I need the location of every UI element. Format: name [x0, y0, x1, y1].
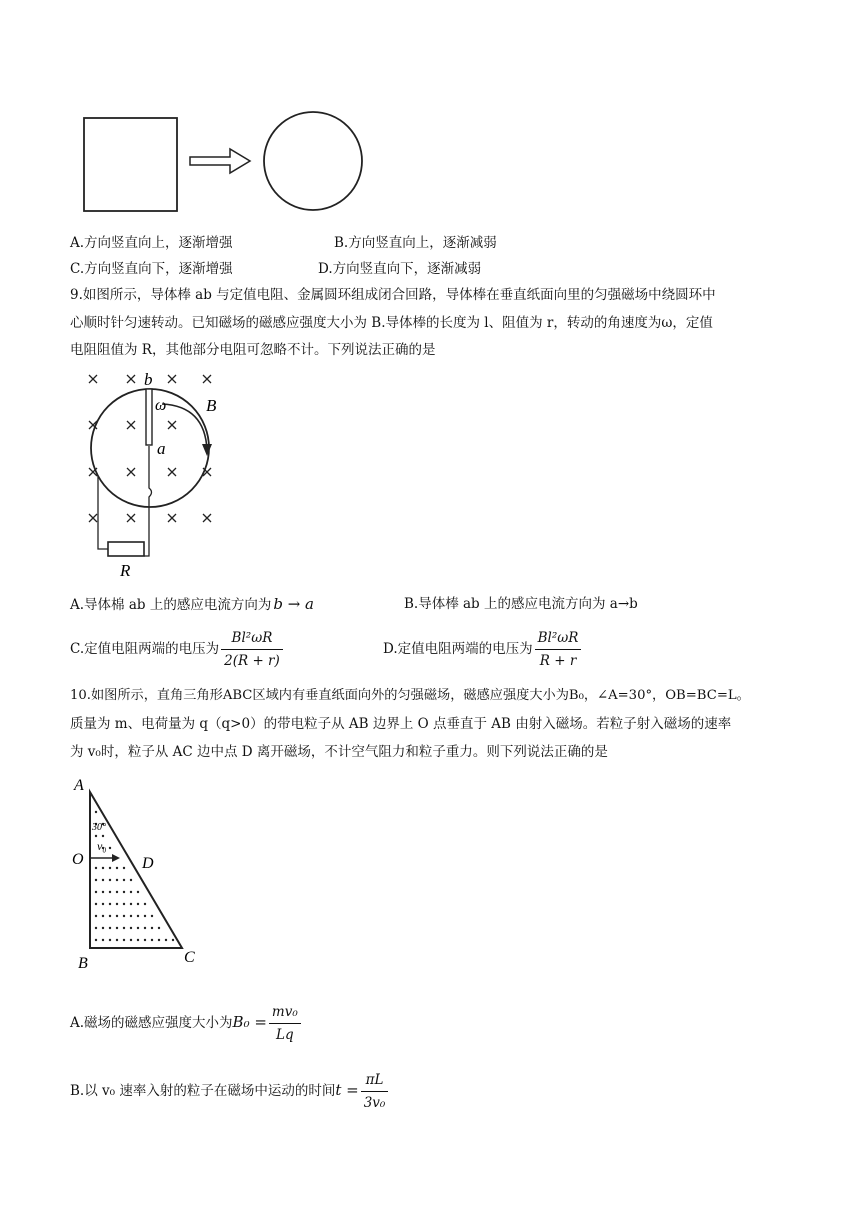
- q9-option-d-numerator: Bl²ωR: [535, 628, 582, 650]
- q8-option-b: B.方向竖直向上，逐渐减弱: [334, 235, 497, 251]
- q9-stem-line-2: 心顺时针匀速转动。已知磁场的磁感应强度大小为 B.导体棒的长度为 l、阻值为 r，转动的角速度为ω，定值: [70, 315, 713, 331]
- q8-option-a: A.方向竖直向上，逐渐增强: [70, 235, 233, 251]
- q10-option-a-lhs: B₀ =: [232, 1013, 267, 1031]
- q9-option-c: [70, 628, 283, 671]
- q10-option-a-fraction: [269, 1002, 301, 1045]
- q10-option-b-lhs: t =: [335, 1081, 359, 1099]
- q9-stem-line-3: 电阻阻值为 R，其他部分电阻可忽略不计。下列说法正确的是: [70, 342, 436, 358]
- q9-label-a: a: [157, 439, 166, 458]
- q10-label-B: B: [78, 955, 88, 972]
- q9-resistor: [108, 542, 144, 556]
- q9-option-c-denominator: 2(R + r): [224, 653, 280, 669]
- q9-conductor-rod: [146, 389, 152, 445]
- q9-wire-center: [144, 446, 152, 556]
- q9-rotation-arrowhead: [202, 444, 212, 456]
- q9-option-d-text: D.定值电阻两端的电压为: [383, 641, 533, 657]
- q9-rotation-arrow: [162, 404, 207, 450]
- q8-figure: [70, 95, 390, 225]
- q9-label-b: b: [144, 370, 153, 389]
- q9-option-d: [383, 628, 581, 671]
- q10-triangle-abc: [90, 792, 182, 948]
- q9-option-c-numerator: Bl²ωR: [221, 628, 283, 650]
- q10-label-A: A: [74, 777, 84, 794]
- q9-stem-line-1: 9.如图所示，导体棒 ab 与定值电阻、金属圆环组成闭合回路，导体棒在垂直纸面向里的匀强磁场中绕圆环中: [70, 287, 716, 303]
- q10-stem-line-1: 10.如图所示，直角三角形ABC区域内有垂直纸面向外的匀强磁场，磁感应强度大小为B₀，∠A=30°，OB=BC=L。: [70, 688, 750, 703]
- q10-option-b-fraction: [361, 1070, 389, 1113]
- q10-figure: [70, 768, 220, 988]
- q9-option-c-fraction: [221, 628, 283, 671]
- q10-label-O: O: [72, 851, 84, 868]
- q8-option-d: D.方向竖直向下，逐渐减弱: [318, 261, 482, 277]
- q9-label-R: R: [120, 561, 131, 580]
- q9-label-omega: ω: [155, 397, 167, 414]
- q10-option-a-text: A.磁场的磁感应强度大小为: [70, 1015, 233, 1031]
- q10-option-a-denominator: Lq: [276, 1027, 294, 1043]
- q10-label-C: C: [184, 949, 195, 966]
- q10-stem-line-3: 为 v₀时，粒子从 AC 边中点 D 离开磁场，不计空气阻力和粒子重力。则下列说法正确的是: [70, 744, 608, 760]
- q10-option-b-numerator: πL: [361, 1070, 389, 1092]
- q9-option-a: [70, 594, 314, 615]
- q10-label-D: D: [142, 855, 154, 872]
- q10-label-angle: 30°: [92, 822, 106, 833]
- q9-option-d-denominator: R + r: [539, 653, 577, 669]
- q10-option-b-denominator: 3v₀: [363, 1095, 386, 1111]
- q9-label-B: B: [206, 396, 217, 415]
- q10-option-b-text: B.以 v₀ 速率入射的粒子在磁场中运动的时间: [70, 1083, 336, 1099]
- q8-ring: [264, 112, 362, 210]
- q9-option-a-expr: b → a: [273, 595, 314, 613]
- q9-option-c-text: C.定值电阻两端的电压为: [70, 641, 220, 657]
- q10-option-b: [70, 1070, 388, 1113]
- q10-label-v0: v₀: [97, 839, 107, 853]
- q9-option-d-fraction: [535, 628, 582, 671]
- q9-figure: [70, 366, 250, 588]
- q8-square-coil: [84, 118, 177, 211]
- q10-option-a: [70, 1002, 301, 1045]
- q8-arrow-icon: [190, 149, 250, 173]
- q9-option-a-text: A.导体棉 ab 上的感应电流方向为: [70, 597, 272, 613]
- q10-field-dots: [95, 811, 174, 941]
- q9-option-b: B.导体棒 ab 上的感应电流方向为 a→b: [404, 596, 638, 612]
- q10-stem-line-2: 质量为 m、电荷量为 q（q>0）的带电粒子从 AB 边界上 O 点垂直于 AB 由射入磁场。若粒子射入磁场的速率: [70, 716, 732, 732]
- q10-option-a-numerator: mv₀: [269, 1002, 301, 1024]
- q10-velocity-arrowhead: [112, 854, 120, 862]
- q8-option-c: C.方向竖直向下，逐渐增强: [70, 261, 233, 277]
